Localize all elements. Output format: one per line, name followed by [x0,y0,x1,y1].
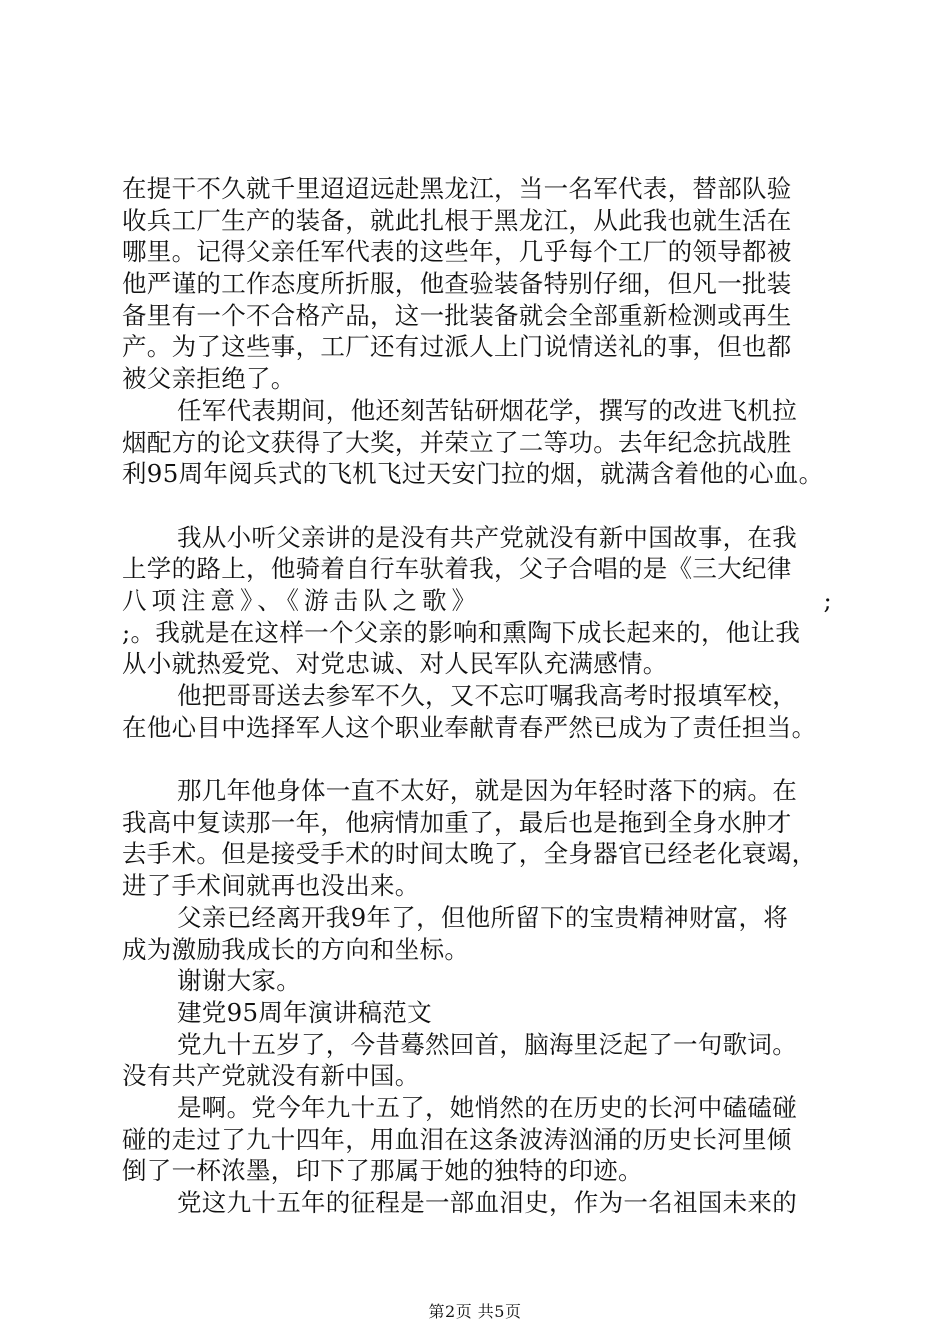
text-line: 在提干不久就千里迢迢远赴黑龙江，当一名军代表，替部队验 [122,174,792,203]
text-line: 去手术。但是接受手术的时间太晚了，全身器官已经老化衰竭， [122,839,817,869]
text-line: 烟配方的论文获得了大奖，并荣立了二等功。去年纪念抗战胜 [122,427,792,457]
text-line: 收兵工厂生产的装备，就此扎根于黑龙江，从此我也就生活在 [122,205,792,235]
text-line: 备里有一个不合格产品，这一批装备就会全部重新检测或再生 [122,300,792,330]
text-line: 碰的走过了九十四年，用血泪在这条波涛汹涌的历史长河里倾 [122,1124,792,1154]
page-number-footer: 第2页 共5页 [428,1302,522,1321]
text-fragment: ; [823,585,832,615]
text-line: 党这九十五年的征程是一部血泪史，作为一名祖国未来的 [177,1188,797,1217]
paragraph-gap [122,743,832,775]
text-line: 我从小听父亲讲的是没有共产党就没有新中国故事，在我 [177,522,797,552]
text-line: 被父亲拒绝了。 [122,364,296,394]
text-line: 利95周年阅兵式的飞机飞过天安门拉的烟，就满含着他的心血。 [122,459,824,489]
text-line: 没有共产党就没有新中国。 [122,1061,420,1091]
text-line: 倒了一杯浓墨，印下了那属于她的独特的印迹。 [122,1156,643,1186]
text-line: 在他心目中选择军人这个职业奉献青春严然已成为了责任担当。 [122,712,817,742]
document-body [122,173,832,1219]
text-line: 他严谨的工作态度所折服，他查验装备特别仔细，但凡一批装 [122,269,792,299]
text-line: 进了手术间就再也没出来。 [122,871,420,901]
text-line: 上学的路上，他骑着自行车驮着我，父子合唱的是《三大纪律 [122,554,792,584]
text-line: 我高中复读那一年，他病情加重了，最后也是拖到全身水肿才 [122,807,792,837]
text-line: 任军代表期间，他还刻苦钻研烟花学，撰写的改进飞机拉 [177,395,797,425]
text-line-justified [122,585,832,617]
text-line: 他把哥哥送去参军不久，又不忘叮嘱我高考时报填军校， [177,681,797,710]
text-line: 党九十五岁了，今昔蓦然回首，脑海里泛起了一句歌词。 [177,1029,797,1059]
text-line: 那几年他身体一直不太好，就是因为年轻时落下的病。在 [177,776,797,806]
text-fragment: 八项注意》、《游击队之歌》 [122,585,481,615]
section-heading: 建党95周年演讲稿范文 [177,997,432,1027]
text-line: 父亲已经离开我9年了，但他所留下的宝贵精神财富，将 [177,902,789,932]
text-line: ;。我就是在这样一个父亲的影响和熏陶下成长起来的，他让我 [122,617,801,647]
text-line: 哪里。记得父亲任军代表的这些年，几乎每个工厂的领导都被 [122,237,792,267]
text-line: 谢谢大家。 [177,966,301,996]
text-line: 是啊。党今年九十五了，她悄然的在历史的长河中磕磕碰 [177,1092,797,1122]
text-line: 成为激励我成长的方向和坐标。 [122,934,470,964]
text-line: 从小就热爱党、对党忠诚、对人民军队充满感情。 [122,649,668,679]
text-line: 产。为了这些事，工厂还有过派人上门说情送礼的事，但也都 [122,332,792,362]
paragraph-gap [122,490,832,522]
